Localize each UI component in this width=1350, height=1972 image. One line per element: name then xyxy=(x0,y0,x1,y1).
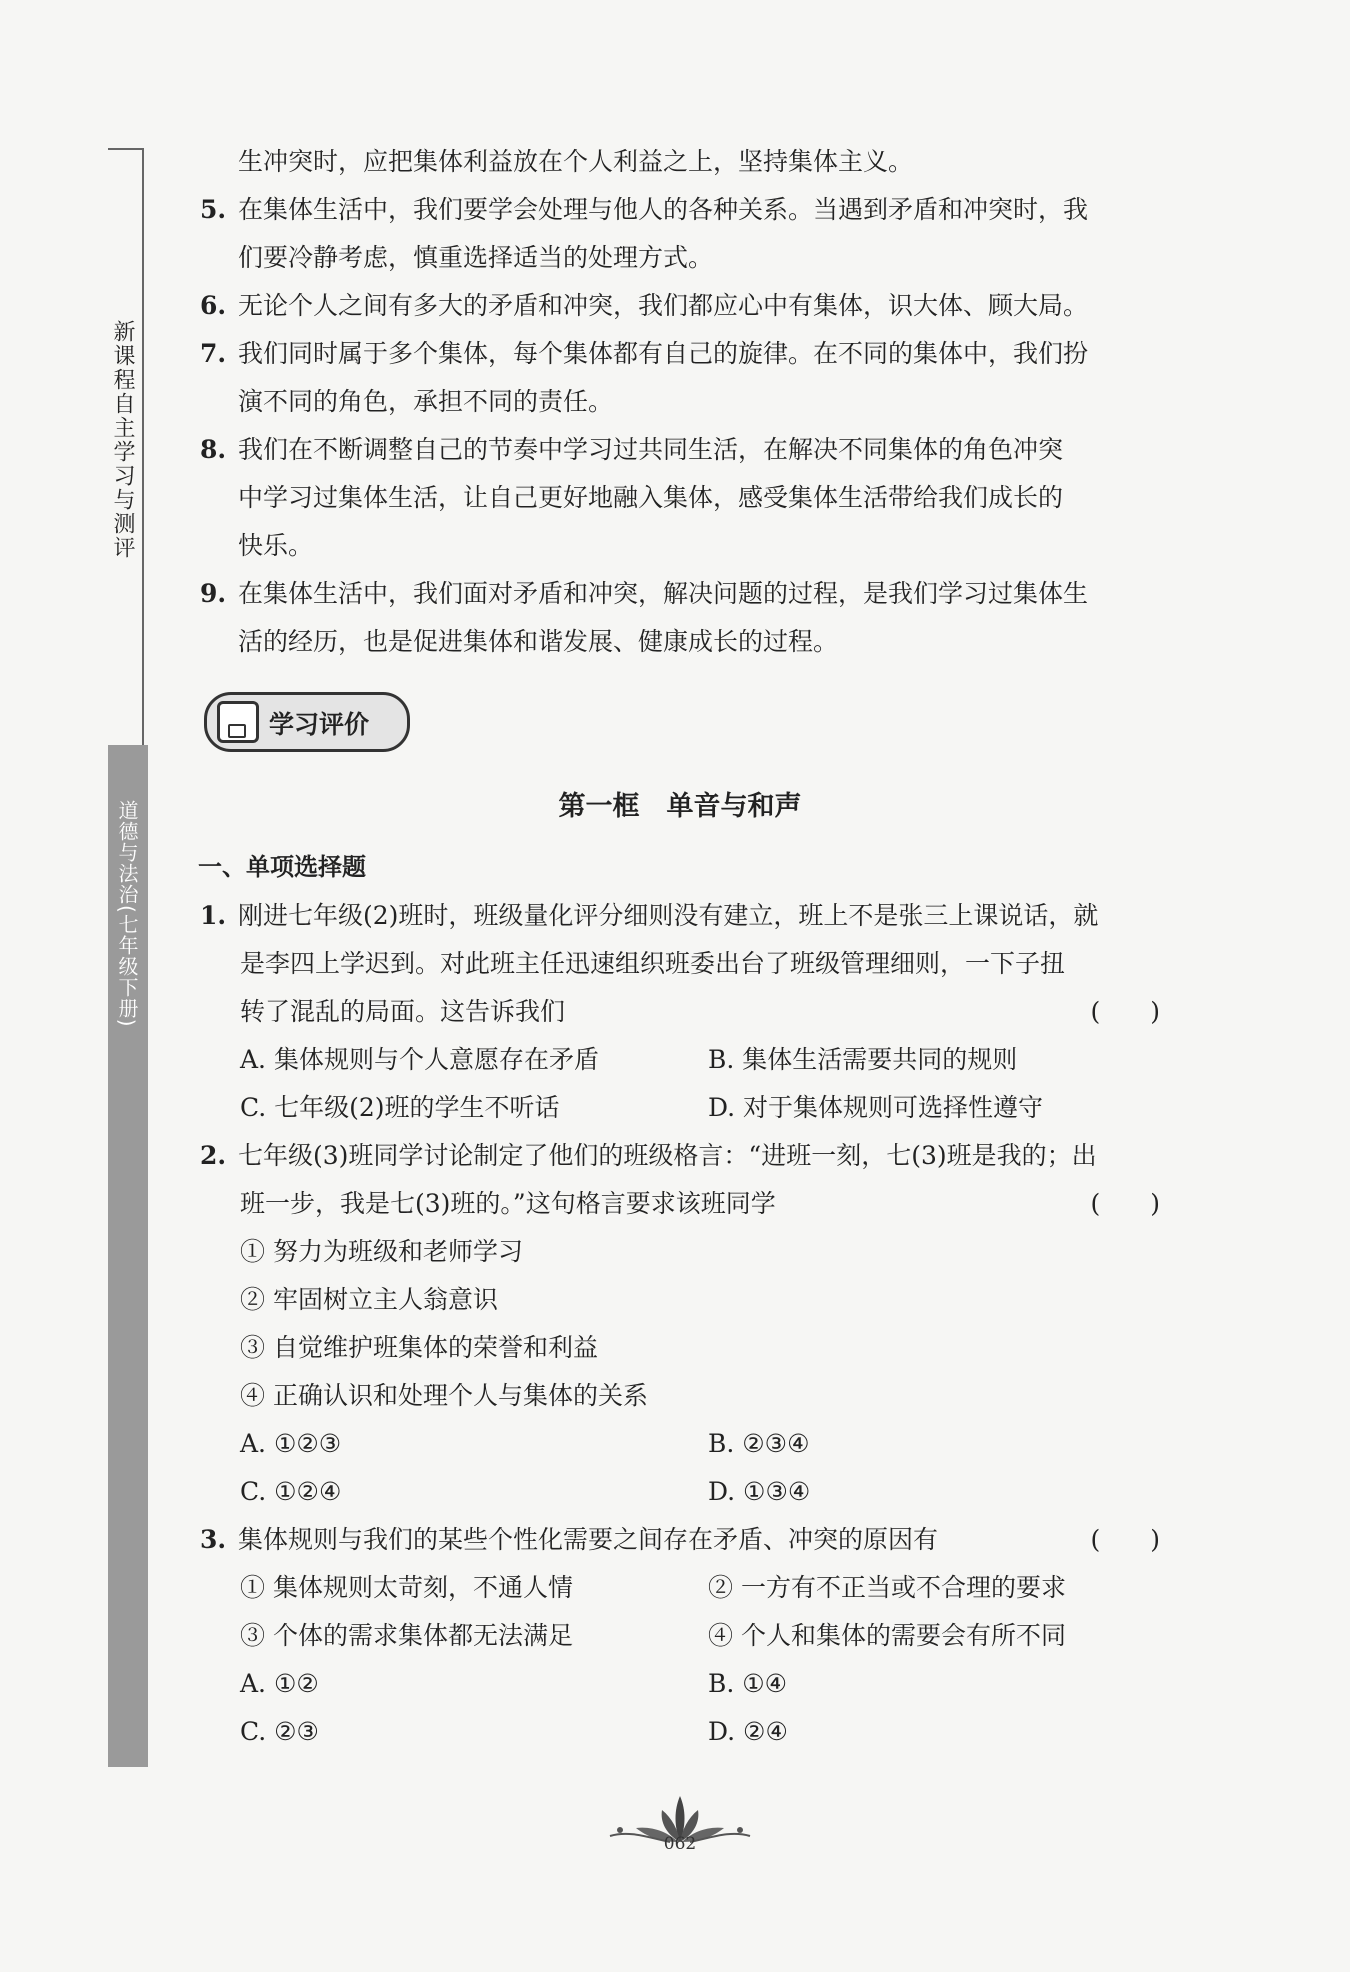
item-text: 我们在不断调整自己的节奏中学习过共同生活，在解决不同集体的角色冲突 xyxy=(238,435,1064,464)
statement-item: ④ 个人和集体的需要会有所不同 xyxy=(708,1621,1066,1650)
statement-item: ③ 自觉维护班集体的荣誉和利益 xyxy=(240,1333,598,1362)
option-a[interactable]: A. ①② xyxy=(240,1669,319,1698)
question-text: 七年级(3)班同学讨论制定了他们的班级格言：“进班一刻，七(3)班是我的；出 xyxy=(238,1141,1097,1170)
list-item xyxy=(200,474,1160,522)
question-text: 班一步，我是七(3)班的。”这句格言要求该班同学 xyxy=(240,1189,776,1218)
page-number: 062 xyxy=(663,1834,697,1854)
option-row xyxy=(200,1708,1160,1756)
sidebar-series-title: 新课程自主学习与测评 xyxy=(110,320,135,560)
item-text: 我们同时属于多个集体，每个集体都有自己的旋律。在不同的集体中，我们扮 xyxy=(238,339,1089,368)
item-text: 中学习过集体生活，让自己更好地融入集体，感受集体生活带给我们成长的 xyxy=(238,483,1064,512)
option-c[interactable]: C. ②③ xyxy=(240,1717,319,1746)
list-item xyxy=(200,138,1160,186)
question-text: 转了混乱的局面。这告诉我们 xyxy=(240,997,566,1026)
list-item xyxy=(200,186,1160,234)
question-line xyxy=(200,1132,1160,1180)
section-badge-label: 学习评价 xyxy=(269,710,370,739)
item-text: 无论个人之间有多大的矛盾和冲突，我们都应心中有集体，识大体、顾大局。 xyxy=(238,291,1089,320)
statement-item: ③ 个体的需求集体都无法满足 xyxy=(240,1621,573,1650)
statement-item: ① 努力为班级和老师学习 xyxy=(240,1237,523,1266)
list-item xyxy=(200,378,1160,426)
statement-row xyxy=(200,1564,1160,1612)
item-number: 7. xyxy=(200,339,227,368)
item-number: 8. xyxy=(200,435,227,464)
statement-item: ① 集体规则太苛刻，不通人情 xyxy=(240,1573,573,1602)
option-d[interactable]: D. 对于集体规则可选择性遵守 xyxy=(708,1093,1044,1122)
statement-item: ② 一方有不正当或不合理的要求 xyxy=(708,1573,1066,1602)
statement-row xyxy=(200,1612,1160,1660)
item-number: 9. xyxy=(200,579,227,608)
option-row xyxy=(200,1420,1160,1468)
statement-item: ④ 正确认识和处理个人与集体的关系 xyxy=(240,1381,648,1410)
item-text: 在集体生活中，我们要学会处理与他人的各种关系。当遇到矛盾和冲突时，我 xyxy=(238,195,1089,224)
item-number: 5. xyxy=(200,195,227,224)
question-number: 3. xyxy=(200,1525,227,1554)
statement-item: ② 牢固树立主人翁意识 xyxy=(240,1285,498,1314)
item-text: 们要冷静考虑，慎重选择适当的处理方式。 xyxy=(238,243,714,272)
option-row xyxy=(200,1468,1160,1516)
option-c[interactable]: C. ①②④ xyxy=(240,1477,342,1506)
item-text: 活的经历，也是促进集体和谐发展、健康成长的过程。 xyxy=(238,627,839,656)
option-row xyxy=(200,1036,1160,1084)
option-a[interactable]: A. ①②③ xyxy=(240,1429,342,1458)
summary-list xyxy=(200,138,1160,666)
floppy-disk-icon xyxy=(217,701,259,743)
question-2 xyxy=(200,1132,1160,1516)
question-1 xyxy=(200,892,1160,1132)
sidebar-subject-title: 道德与法治(七年级下册) xyxy=(115,800,139,1028)
answer-blank[interactable]: ( ) xyxy=(1090,997,1160,1026)
answer-blank[interactable]: ( ) xyxy=(1090,1525,1160,1554)
list-item xyxy=(200,282,1160,330)
list-item xyxy=(200,618,1160,666)
question-line xyxy=(200,892,1160,940)
item-text: 生冲突时，应把集体利益放在个人利益之上，坚持集体主义。 xyxy=(238,147,914,176)
option-d[interactable]: D. ①③④ xyxy=(708,1477,811,1506)
list-item xyxy=(200,426,1160,474)
item-text: 快乐。 xyxy=(238,531,314,560)
question-line xyxy=(200,1180,1160,1228)
question-line xyxy=(200,1516,1160,1564)
option-c[interactable]: C. 七年级(2)班的学生不听话 xyxy=(240,1093,560,1122)
list-item xyxy=(200,522,1160,570)
question-number: 2. xyxy=(200,1141,227,1170)
page-content xyxy=(200,138,1160,1756)
item-number: 6. xyxy=(200,291,227,320)
option-a[interactable]: A. 集体规则与个人意愿存在矛盾 xyxy=(240,1045,599,1074)
option-b[interactable]: B. ②③④ xyxy=(708,1429,810,1458)
list-item xyxy=(200,234,1160,282)
section-badge xyxy=(204,692,410,752)
question-text: 集体规则与我们的某些个性化需要之间存在矛盾、冲突的原因有 xyxy=(238,1525,939,1554)
option-b[interactable]: B. ①④ xyxy=(708,1669,788,1698)
frame-title: 第一框 单音与和声 xyxy=(558,791,802,822)
item-text: 演不同的角色，承担不同的责任。 xyxy=(238,387,614,416)
list-item xyxy=(200,570,1160,618)
section-heading: 一、单项选择题 xyxy=(198,853,366,881)
question-line xyxy=(200,940,1160,988)
question-3 xyxy=(200,1516,1160,1756)
question-line xyxy=(200,988,1160,1036)
option-d[interactable]: D. ②④ xyxy=(708,1717,788,1746)
option-row xyxy=(200,1084,1160,1132)
question-text: 是李四上学迟到。对此班主任迅速组织班委出台了班级管理细则，一下子扭 xyxy=(240,949,1066,978)
question-text: 刚进七年级(2)班时，班级量化评分细则没有建立，班上不是张三上课说话，就 xyxy=(238,901,1099,930)
option-row xyxy=(200,1660,1160,1708)
option-b[interactable]: B. 集体生活需要共同的规则 xyxy=(708,1045,1018,1074)
item-text: 在集体生活中，我们面对矛盾和冲突，解决问题的过程，是我们学习过集体生 xyxy=(238,579,1089,608)
list-item xyxy=(200,330,1160,378)
question-number: 1. xyxy=(200,901,227,930)
answer-blank[interactable]: ( ) xyxy=(1090,1189,1160,1218)
